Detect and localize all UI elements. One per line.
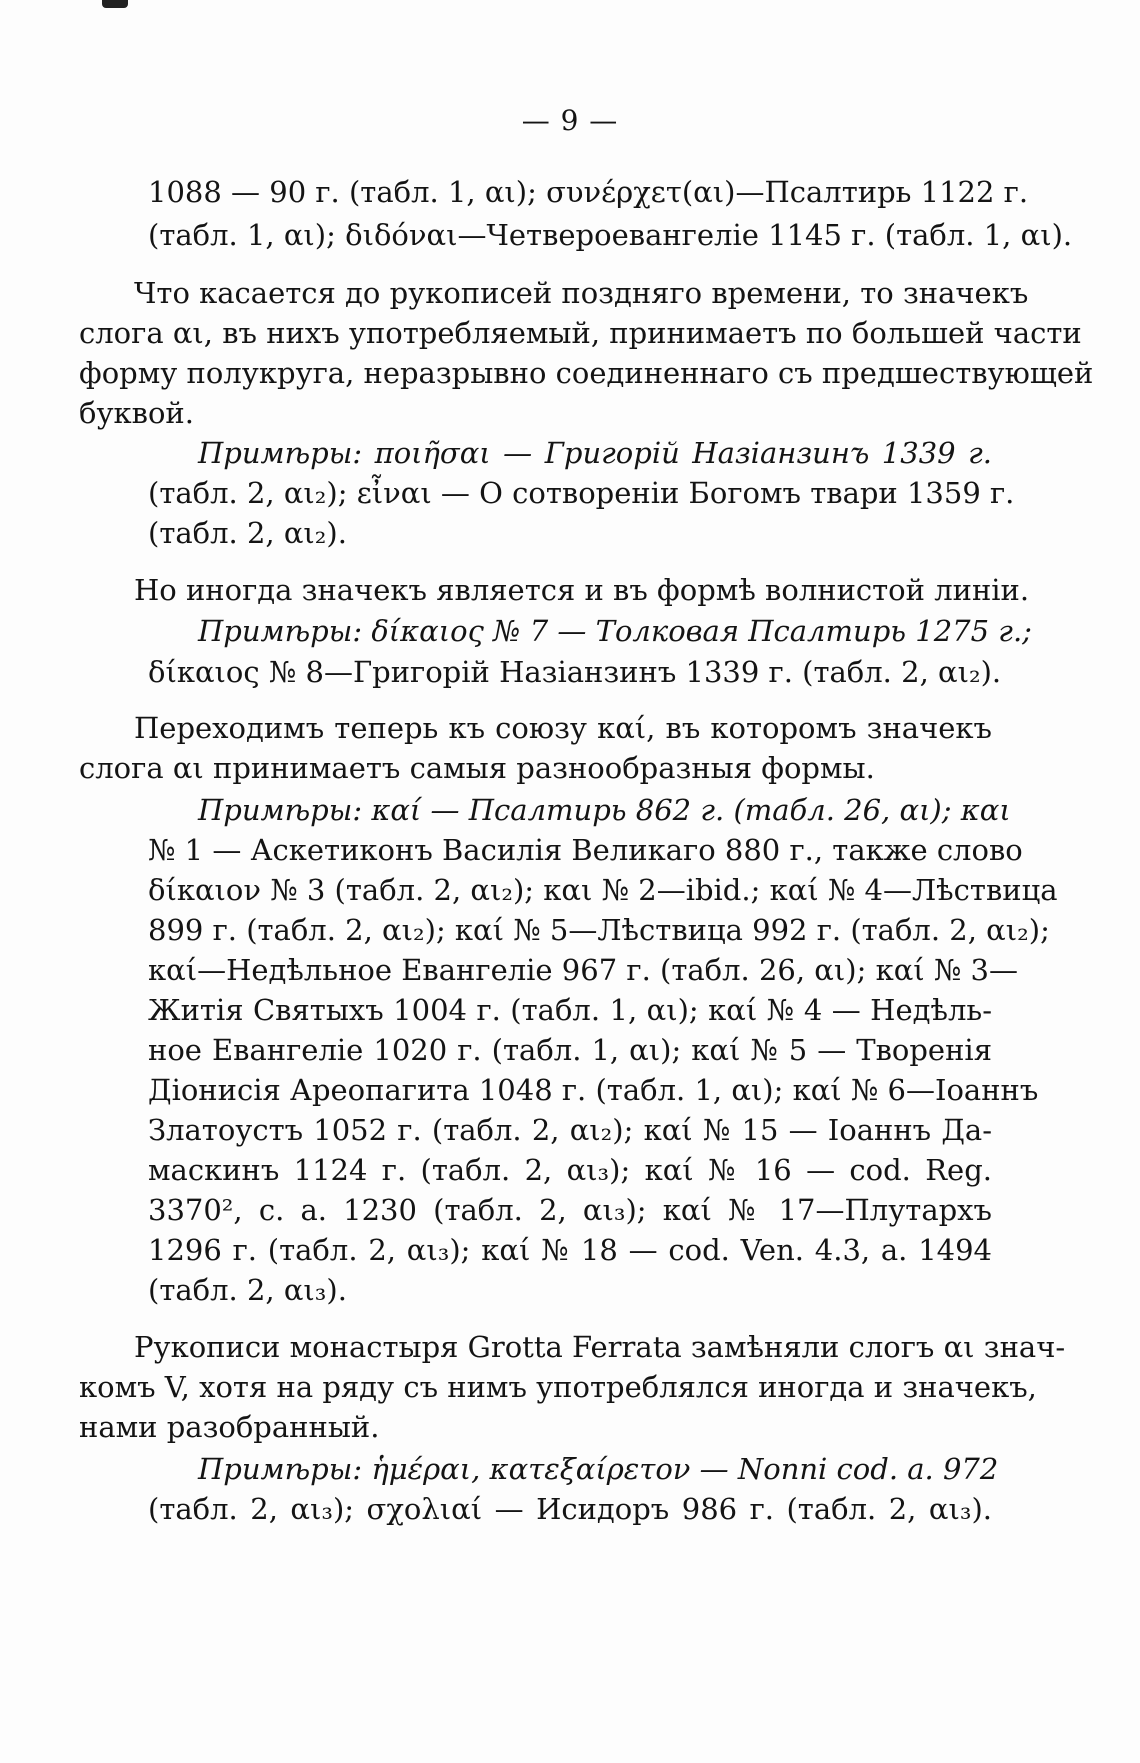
- text-line: № 1 — Аскетиконъ Василія Великаго 880 г., также слово: [148, 833, 1023, 867]
- text-line: форму полукруга, неразрывно соединеннаго съ предшествующей: [79, 356, 1094, 390]
- paragraph-start-line: Что касается до рукописей поздняго времени, то значекъ: [134, 276, 1029, 310]
- examples-line: Примѣры: καί — Псалтирь 862 г. (табл. 26, αι); και: [198, 793, 1011, 827]
- examples-line: Примѣры: δίκαιος № 7 — Толковая Псалтирь 1275 г.;: [198, 614, 1032, 648]
- text-line: слога αι принимаетъ самыя разнообразныя формы.: [79, 751, 875, 785]
- text-line: 899 г. (табл. 2, αι₂); καί № 5—Лѣствица 992 г. (табл. 2, αι₂);: [148, 913, 1050, 947]
- text-line: (табл. 2, αι₂).: [148, 516, 347, 550]
- print-mark: [102, 0, 128, 8]
- text-line: (табл. 2, αι₂); εἶναι — О сотвореніи Богомъ твари 1359 г.: [148, 476, 1015, 510]
- text-line: καί—Недѣльное Евангеліе 967 г. (табл. 26, αι); καί № 3—: [148, 953, 1018, 987]
- text-line: Златоустъ 1052 г. (табл. 2, αι₂); καί № 15 — Іоаннъ Да-: [148, 1113, 992, 1147]
- text-line: нами разобранный.: [79, 1410, 380, 1444]
- paragraph-start-line: Но иногда значекъ является и въ формѣ волнистой линіи.: [134, 573, 1030, 607]
- text-line: комъ V, хотя на ряду съ нимъ употреблялся иногда и значекъ,: [79, 1370, 1037, 1404]
- text-line: 1088 — 90 г. (табл. 1, αι); συνέρχετ(αι)—Псалтирь 1122 г.: [148, 175, 1029, 209]
- text-line: (табл. 1, αι); διδόναι—Четвероевангеліе 1145 г. (табл. 1, αι).: [148, 218, 1073, 252]
- text-line: 3370², c. a. 1230 (табл. 2, αι₃); καί № 17—Плутархъ: [148, 1193, 992, 1227]
- text-line: Діонисія Ареопагита 1048 г. (табл. 1, αι); καί № 6—Іоаннъ: [148, 1073, 1039, 1107]
- text-line: Житія Святыхъ 1004 г. (табл. 1, αι); καί № 4 — Недѣль-: [148, 993, 992, 1027]
- text-line: маскинъ 1124 г. (табл. 2, αι₃); καί № 16 — cod. Reg.: [148, 1153, 992, 1187]
- text-line: (табл. 2, αι₃).: [148, 1273, 347, 1307]
- text-line: ное Евангеліе 1020 г. (табл. 1, αι); καί № 5 — Творенія: [148, 1033, 992, 1067]
- paragraph-start-line: Переходимъ теперь къ союзу καί, въ которомъ значекъ: [134, 711, 992, 745]
- text-line: 1296 г. (табл. 2, αι₃); καί № 18 — cod. Ven. 4.3, a. 1494: [148, 1233, 992, 1267]
- text-line: (табл. 2, αι₃); σχολιαί — Исидоръ 986 г. (табл. 2, αι₃).: [148, 1492, 992, 1526]
- text-line: слога αι, въ нихъ употребляемый, принимаетъ по большей части: [79, 316, 1082, 350]
- examples-line: Примѣры: ἡμέραι, κατεξαίρετον — Nonni cod. a. 972: [198, 1452, 999, 1486]
- text-line: буквой.: [79, 396, 194, 430]
- text-line: δίκαιος № 8—Григорій Назіанзинъ 1339 г. (табл. 2, αι₂).: [148, 655, 1002, 689]
- page-number: — 9 —: [521, 104, 619, 137]
- examples-line: Примѣры: ποιῆσαι — Григорій Назіанзинъ 1339 г.: [198, 436, 992, 470]
- paragraph-start-line: Рукописи монастыря Grotta Ferrata замѣняли слогъ αι знач-: [134, 1330, 1066, 1364]
- text-line: δίκαιον № 3 (табл. 2, αι₂); και № 2—ibid.; καί № 4—Лѣствица: [148, 873, 1058, 907]
